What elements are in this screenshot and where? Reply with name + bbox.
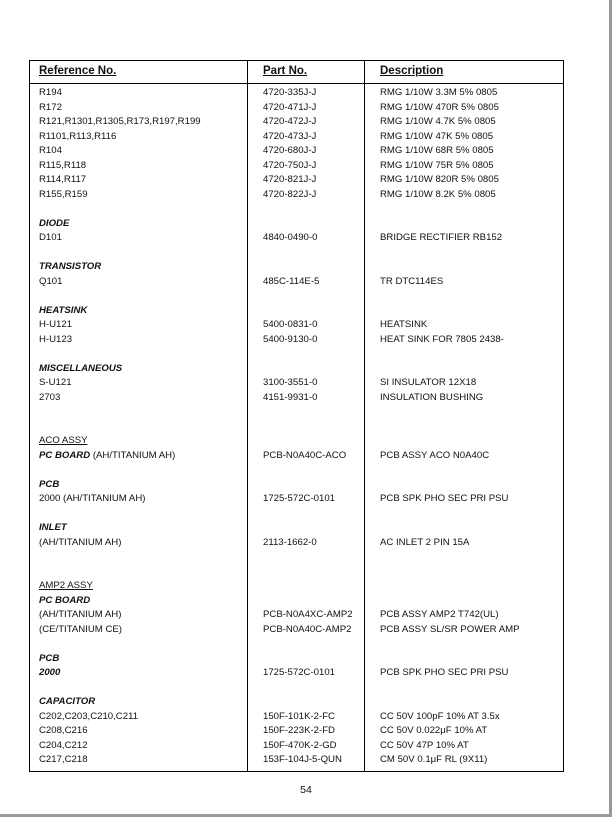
reference-cell: R194	[39, 87, 62, 98]
table-row	[30, 333, 563, 348]
spacer-row	[30, 347, 563, 362]
part-number-cell: 5400-0831-0	[263, 319, 318, 330]
reference-cell: R114,R117	[39, 174, 87, 185]
reference-cell: (AH/TITANIUM AH)	[39, 536, 122, 548]
section-title: MISCELLANEOUS	[39, 362, 123, 374]
reference-cell: R121,R1301,R1305,R173,R197,R199	[39, 116, 201, 127]
table-row	[30, 536, 563, 551]
table-row	[30, 144, 563, 159]
section-heading	[30, 695, 563, 710]
reference-cell: D101	[39, 232, 62, 243]
section-title: HEATSINK	[39, 304, 88, 316]
spacer-row	[30, 405, 563, 420]
reference-label: PC BOARD	[39, 449, 91, 461]
assembly-heading	[30, 579, 563, 594]
spacer-row	[30, 202, 563, 217]
description-cell: RMG 1/10W 4.7K 5% 0805	[380, 116, 496, 127]
description-cell: PCB SPK PHO SEC PRI PSU	[380, 493, 509, 504]
description-cell: RMG 1/10W 75R 5% 0805	[380, 159, 494, 171]
table-row	[30, 724, 563, 739]
reference-cell: H-U121	[39, 319, 73, 330]
section-heading	[30, 362, 563, 377]
spacer-row	[30, 463, 563, 478]
description-cell: TR DTC114ES	[380, 275, 444, 287]
part-number-cell: 2113-1662-0	[263, 536, 317, 548]
spacer-row	[30, 507, 563, 522]
reference-cell: C204,C212	[39, 739, 88, 751]
section-heading	[30, 304, 563, 319]
reference-cell: R115,R118	[39, 159, 87, 171]
table-row	[30, 753, 563, 768]
spacer-row	[30, 565, 563, 580]
reference-cell: (CE/TITANIUM CE)	[39, 623, 122, 635]
reference-cell: Q101	[39, 275, 63, 287]
section-heading	[30, 652, 563, 667]
reference-cell: R104	[39, 145, 62, 156]
description-cell: PCB ASSY ACO N0A40C	[380, 449, 490, 461]
table-row	[30, 275, 563, 290]
table-row	[30, 666, 563, 681]
header-part-no: Part No.	[263, 65, 308, 77]
part-number-cell: 1725-572C-0101	[263, 493, 336, 504]
part-number-cell: 4720-750J-J	[263, 159, 317, 171]
table-row	[30, 159, 563, 174]
part-number-cell: 5400-9130-0	[263, 333, 318, 345]
description-cell: INSULATION BUSHING	[380, 391, 484, 403]
section-title: PCB	[39, 652, 60, 664]
description-cell: CC 50V 100pF 10% AT 3.5x	[380, 710, 500, 722]
part-number-cell: 3100-3551-0	[263, 377, 318, 388]
description-cell: BRIDGE RECTIFIER RB152	[380, 232, 503, 243]
part-number-cell: 4720-473J-J	[263, 130, 317, 142]
table-row	[30, 318, 563, 333]
reference-cell: R155,R159	[39, 188, 88, 200]
table-row	[30, 608, 563, 623]
reference-cell: 2703	[39, 391, 61, 403]
part-number-cell: 4720-822J-J	[263, 188, 317, 200]
table-row	[30, 86, 563, 101]
section-heading	[30, 478, 563, 493]
reference-cell: H-U123	[39, 333, 73, 345]
reference-cell	[39, 449, 175, 464]
table-row	[30, 130, 563, 145]
description-cell: RMG 1/10W 820R 5% 0805	[380, 174, 499, 185]
table-row	[30, 710, 563, 725]
table-body	[30, 86, 563, 768]
description-cell: CM 50V 0.1μF RL (9X11)	[380, 754, 488, 765]
spacer-row	[30, 289, 563, 304]
part-number-cell: 150F-470K-2-GD	[263, 739, 337, 751]
part-number-cell: PCB-N0A4XC-AMP2	[263, 609, 353, 620]
spacer-row	[30, 246, 563, 261]
part-number-cell: 4720-472J-J	[263, 116, 317, 127]
description-cell: CC 50V 0.022μF 10% AT	[380, 725, 488, 736]
section-title: PC BOARD	[39, 594, 91, 606]
table-row	[30, 173, 563, 188]
part-number-cell: PCB-N0A40C-AMP2	[263, 623, 352, 635]
section-heading	[30, 217, 563, 232]
part-number-cell: 150F-223K-2-FD	[263, 725, 335, 736]
table-row	[30, 188, 563, 203]
part-number-cell: 4720-821J-J	[263, 174, 317, 185]
reference-cell: C202,C203,C210,C211	[39, 710, 139, 722]
assembly-title: ACO ASSY	[39, 435, 88, 446]
reference-cell: S-U121	[39, 377, 72, 388]
part-number-cell: 4720-471J-J	[263, 101, 317, 113]
header-reference-no: Reference No.	[39, 65, 117, 77]
section-heading	[30, 260, 563, 275]
reference-cell: R172	[39, 101, 62, 113]
description-cell: RMG 1/10W 470R 5% 0805	[380, 101, 499, 113]
reference-cell: C208,C216	[39, 725, 88, 736]
part-number-cell: 4720-335J-J	[263, 87, 317, 98]
description-cell: HEAT SINK FOR 7805 2438-	[380, 333, 504, 345]
part-number-cell: 4720-680J-J	[263, 145, 317, 156]
description-cell: PCB SPK PHO SEC PRI PSU	[380, 667, 509, 678]
header-divider	[30, 83, 563, 84]
description-cell: RMG 1/10W 47K 5% 0805	[380, 130, 494, 142]
spacer-row	[30, 550, 563, 565]
reference-cell	[39, 666, 60, 681]
reference-cell: 2000 (AH/TITANIUM AH)	[39, 493, 146, 504]
reference-text: (AH/TITANIUM AH)	[90, 449, 176, 461]
description-cell: PCB ASSY SL/SR POWER AMP	[380, 623, 520, 635]
table-row	[30, 376, 563, 391]
spacer-row	[30, 637, 563, 652]
section-heading	[30, 521, 563, 536]
table-row	[30, 115, 563, 130]
reference-cell: R1101,R113,R116	[39, 130, 117, 142]
description-cell: RMG 1/10W 8.2K 5% 0805	[380, 188, 496, 200]
part-number-cell: 1725-572C-0101	[263, 667, 336, 678]
part-number-cell: PCB-N0A40C-ACO	[263, 449, 347, 461]
description-cell: AC INLET 2 PIN 15A	[380, 536, 470, 548]
reference-cell: C217,C218	[39, 754, 88, 765]
table-row	[30, 391, 563, 406]
page-number: 54	[300, 784, 312, 796]
section-title: PCB	[39, 478, 60, 490]
section-title: INLET	[39, 522, 67, 533]
table-row	[30, 231, 563, 246]
section-title: CAPACITOR	[39, 696, 96, 707]
table-row	[30, 449, 563, 464]
section-title: TRANSISTOR	[39, 261, 102, 272]
description-cell: PCB ASSY AMP2 T742(UL)	[380, 609, 499, 620]
section-title: DIODE	[39, 217, 70, 229]
part-number-cell: 485C-114E-5	[263, 275, 320, 287]
spacer-row	[30, 681, 563, 696]
description-cell: RMG 1/10W 3.3M 5% 0805	[380, 87, 498, 98]
part-number-cell: 153F-104J-5-QUN	[263, 754, 342, 765]
table-row	[30, 739, 563, 754]
reference-cell: (AH/TITANIUM AH)	[39, 609, 122, 620]
part-number-cell: 150F-101K-2-FC	[263, 710, 335, 722]
table-row	[30, 492, 563, 507]
assembly-heading	[30, 434, 563, 449]
table-row	[30, 623, 563, 638]
assembly-title: AMP2 ASSY	[39, 580, 93, 591]
table-row	[30, 101, 563, 116]
description-cell: CC 50V 47P 10% AT	[380, 739, 469, 751]
description-cell: RMG 1/10W 68R 5% 0805	[380, 145, 494, 156]
part-number-cell: 4840-0490-0	[263, 232, 318, 243]
section-heading	[30, 594, 563, 609]
reference-label: 2000	[39, 667, 61, 678]
parts-table	[29, 60, 564, 772]
description-cell: SI INSULATOR 12X18	[380, 377, 477, 388]
description-cell: HEATSINK	[380, 319, 428, 330]
part-number-cell: 4151-9931-0	[263, 391, 318, 403]
spacer-row	[30, 420, 563, 435]
header-description: Description	[380, 65, 444, 77]
